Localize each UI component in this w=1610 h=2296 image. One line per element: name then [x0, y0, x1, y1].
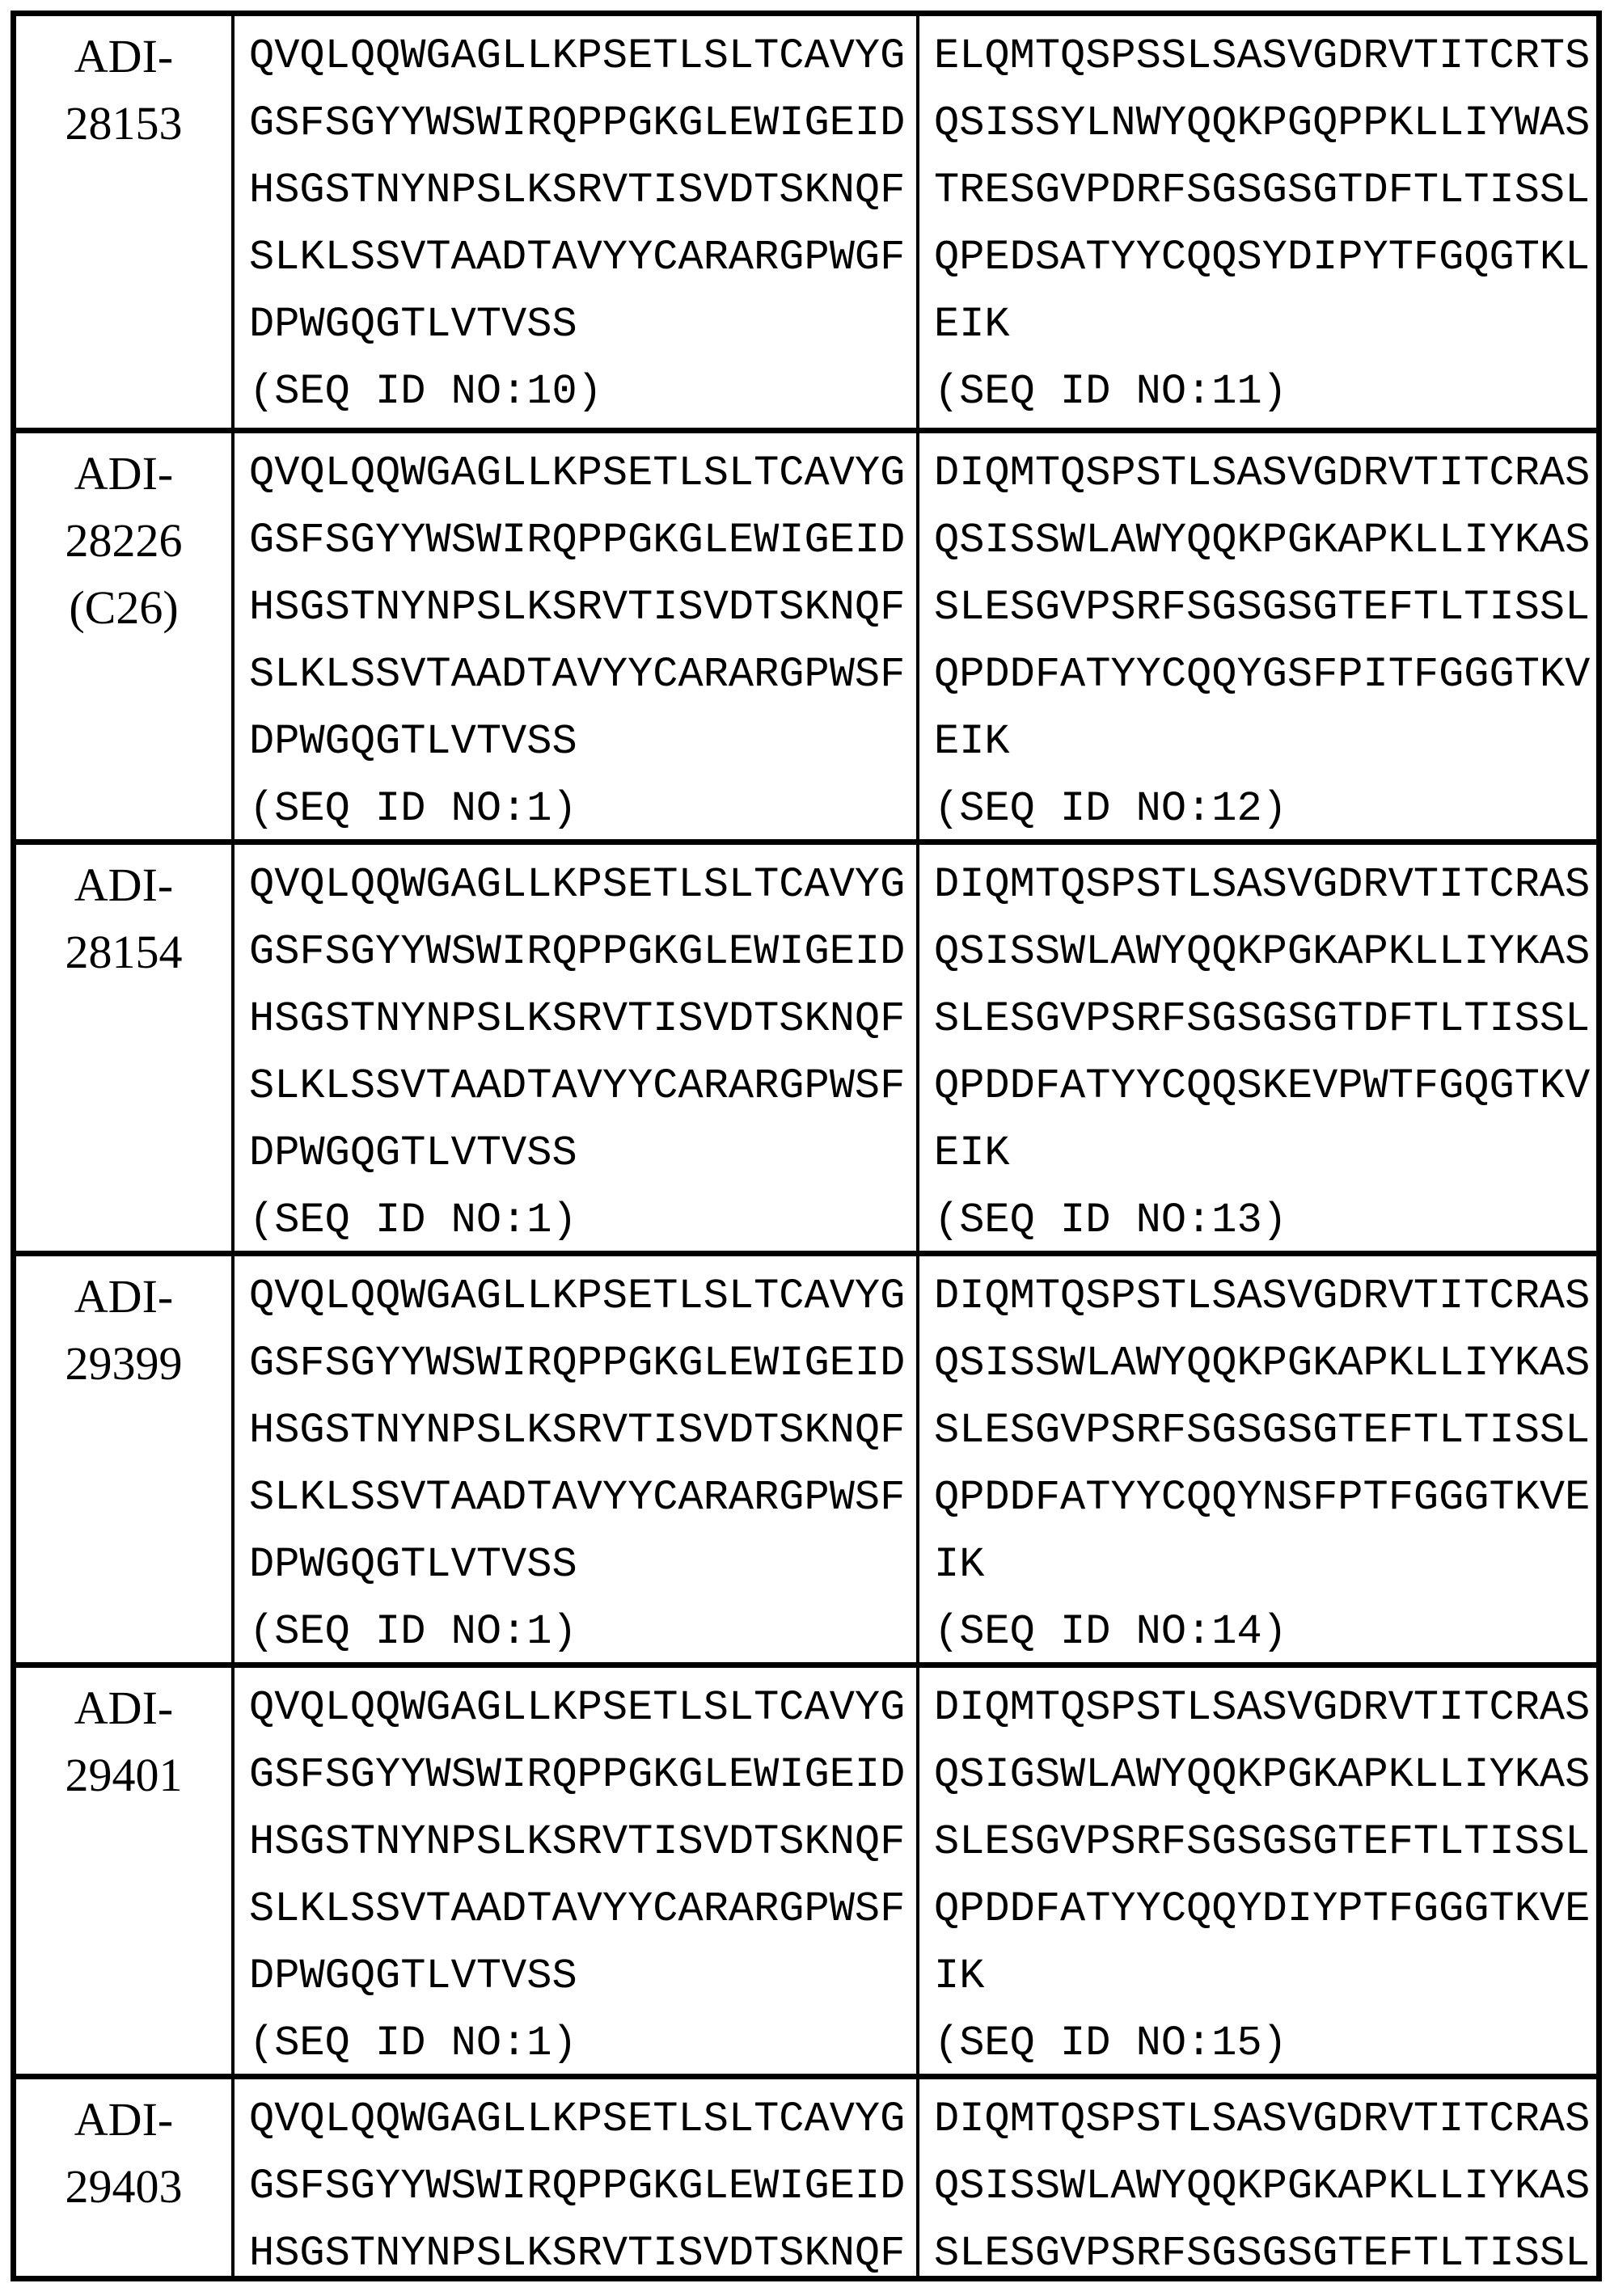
sequence-line: GSFSGYYWSWIRQPPGKGLEWIGEID	[249, 99, 906, 147]
table-row	[16, 1662, 1596, 2074]
light-chain-cell	[919, 1668, 1596, 2074]
antibody-id-cell	[16, 845, 235, 1251]
sequence-line: QSISSWLAWYQQKPGKAPKLLIYKAS	[934, 2163, 1591, 2210]
sequence-line: (SEQ ID NO:1)	[249, 785, 577, 833]
table-row	[16, 1251, 1596, 1662]
antibody-id-line: 28153	[65, 97, 183, 150]
sequence-line: (SEQ ID NO:1)	[249, 1197, 577, 1244]
sequence-line: DIQMTQSPSTLSASVGDRVTITCRAS	[934, 449, 1591, 497]
antibody-id-line: ADI-	[74, 859, 174, 911]
sequence-line: (SEQ ID NO:14)	[934, 1608, 1287, 1656]
antibody-id-line: ADI-	[74, 1682, 174, 1734]
sequence-line: QVQLQQWGAGLLKPSETLSLTCAVYG	[249, 861, 906, 909]
sequence-line: SLKLSSVTAADTAVYYCARARGPWSF	[249, 1062, 906, 1110]
sequence-line: DPWGQGTLVTVSS	[249, 1129, 577, 1177]
light-chain-cell	[919, 16, 1596, 428]
light-chain-cell	[919, 1256, 1596, 1662]
sequence-line: SLKLSSVTAADTAVYYCARARGPWSF	[249, 1474, 906, 1522]
heavy-chain-cell	[235, 1668, 919, 2074]
sequence-line: GSFSGYYWSWIRQPPGKGLEWIGEID	[249, 2163, 906, 2210]
sequence-line: ELQMTQSPSSLSASVGDRVTITCRTS	[934, 32, 1591, 80]
sequence-line: QPDDFATYYCQQYGSFPITFGGGTKV	[934, 651, 1591, 699]
sequence-line: QSISSWLAWYQQKPGKAPKLLIYKAS	[934, 517, 1591, 564]
sequence-line: DPWGQGTLVTVSS	[249, 301, 577, 348]
table-row	[16, 2074, 1596, 2276]
sequence-line: QVQLQQWGAGLLKPSETLSLTCAVYG	[249, 2096, 906, 2143]
sequence-line: HSGSTNYNPSLKSRVTISVDTSKNQF	[249, 995, 906, 1043]
antibody-id-cell	[16, 433, 235, 839]
sequence-line: SLESGVPSRFSGSGSGTEFTLTISSL	[934, 1818, 1591, 1866]
sequence-line: DIQMTQSPSTLSASVGDRVTITCRAS	[934, 1684, 1591, 1732]
sequence-line: EIK	[934, 1129, 1010, 1177]
sequence-line: IK	[934, 1952, 985, 2000]
sequence-line: DPWGQGTLVTVSS	[249, 1952, 577, 2000]
sequence-line: SLKLSSVTAADTAVYYCARARGPWGF	[249, 234, 906, 281]
heavy-chain-cell	[235, 433, 919, 839]
sequence-line: DIQMTQSPSTLSASVGDRVTITCRAS	[934, 2096, 1591, 2143]
antibody-id-line: 29403	[65, 2160, 183, 2213]
heavy-chain-cell	[235, 845, 919, 1251]
sequence-line: HSGSTNYNPSLKSRVTISVDTSKNQF	[249, 1818, 906, 1866]
sequence-line: QPDDFATYYCQQYDIYPTFGGGTKVE	[934, 1885, 1591, 1933]
sequence-line: (SEQ ID NO:1)	[249, 1608, 577, 1656]
sequence-line: GSFSGYYWSWIRQPPGKGLEWIGEID	[249, 1751, 906, 1799]
heavy-chain-cell	[235, 1256, 919, 1662]
table-row	[16, 839, 1596, 1251]
antibody-id-line: ADI-	[74, 2093, 174, 2146]
sequence-line: QPDDFATYYCQQSKEVPWTFGQGTKV	[934, 1062, 1591, 1110]
sequence-line: (SEQ ID NO:11)	[934, 368, 1287, 416]
antibody-id-cell	[16, 1668, 235, 2074]
light-chain-cell	[919, 2079, 1596, 2276]
sequence-line: (SEQ ID NO:12)	[934, 785, 1287, 833]
antibody-id-line: ADI-	[74, 1270, 174, 1323]
sequence-line: DIQMTQSPSTLSASVGDRVTITCRAS	[934, 1273, 1591, 1320]
sequence-line: SLESGVPSRFSGSGSGTEFTLTISSL	[934, 584, 1591, 631]
antibody-id-line: 29401	[65, 1749, 183, 1801]
sequence-line: EIK	[934, 718, 1010, 766]
sequence-line: HSGSTNYNPSLKSRVTISVDTSKNQF	[249, 2230, 906, 2276]
sequence-line: QPDDFATYYCQQYNSFPTFGGGTKVE	[934, 1474, 1591, 1522]
sequence-line: SLKLSSVTAADTAVYYCARARGPWSF	[249, 651, 906, 699]
antibody-id-line: ADI-	[74, 30, 174, 82]
sequence-line: GSFSGYYWSWIRQPPGKGLEWIGEID	[249, 928, 906, 976]
sequence-line: IK	[934, 1541, 985, 1589]
table-row	[16, 16, 1596, 428]
sequence-line: QVQLQQWGAGLLKPSETLSLTCAVYG	[249, 32, 906, 80]
light-chain-cell	[919, 845, 1596, 1251]
sequence-line: DPWGQGTLVTVSS	[249, 718, 577, 766]
heavy-chain-cell	[235, 2079, 919, 2276]
antibody-id-line: 28154	[65, 926, 183, 978]
sequence-line: DIQMTQSPSTLSASVGDRVTITCRAS	[934, 861, 1591, 909]
antibody-id-cell	[16, 16, 235, 428]
sequence-line: HSGSTNYNPSLKSRVTISVDTSKNQF	[249, 1407, 906, 1454]
sequence-line: (SEQ ID NO:10)	[249, 368, 602, 416]
antibody-id-line: ADI-	[74, 447, 174, 500]
sequence-line: (SEQ ID NO:15)	[934, 2020, 1287, 2067]
sequence-line: (SEQ ID NO:1)	[249, 2020, 577, 2067]
sequence-line: QPEDSATYYCQQSYDIPYTFGQGTKL	[934, 234, 1591, 281]
sequence-table	[11, 11, 1602, 2281]
sequence-line: QSISSWLAWYQQKPGKAPKLLIYKAS	[934, 1340, 1591, 1387]
sequence-line: QVQLQQWGAGLLKPSETLSLTCAVYG	[249, 1273, 906, 1320]
table-row	[16, 428, 1596, 839]
sequence-line: QSISSWLAWYQQKPGKAPKLLIYKAS	[934, 928, 1591, 976]
heavy-chain-cell	[235, 16, 919, 428]
sequence-line: HSGSTNYNPSLKSRVTISVDTSKNQF	[249, 167, 906, 214]
sequence-line: SLESGVPSRFSGSGSGTEFTLTISSL	[934, 2230, 1591, 2276]
antibody-id-line: (C26)	[69, 581, 179, 634]
sequence-line: EIK	[934, 301, 1010, 348]
sequence-line: GSFSGYYWSWIRQPPGKGLEWIGEID	[249, 1340, 906, 1387]
sequence-line: HSGSTNYNPSLKSRVTISVDTSKNQF	[249, 584, 906, 631]
sequence-line: GSFSGYYWSWIRQPPGKGLEWIGEID	[249, 517, 906, 564]
antibody-id-cell	[16, 1256, 235, 1662]
antibody-id-cell	[16, 2079, 235, 2276]
light-chain-cell	[919, 433, 1596, 839]
antibody-id-line: 28226	[65, 514, 183, 567]
sequence-line: SLKLSSVTAADTAVYYCARARGPWSF	[249, 1885, 906, 1933]
sequence-line: TRESGVPDRFSGSGSGTDFTLTISSL	[934, 167, 1591, 214]
sequence-line: SLESGVPSRFSGSGSGTEFTLTISSL	[934, 1407, 1591, 1454]
sequence-line: QVQLQQWGAGLLKPSETLSLTCAVYG	[249, 449, 906, 497]
sequence-line: QVQLQQWGAGLLKPSETLSLTCAVYG	[249, 1684, 906, 1732]
sequence-line: QSIGSWLAWYQQKPGKAPKLLIYKAS	[934, 1751, 1591, 1799]
sequence-line: (SEQ ID NO:13)	[934, 1197, 1287, 1244]
antibody-id-line: 29399	[65, 1337, 183, 1390]
sequence-line: QSISSYLNWYQQKPGQPPKLLIYWAS	[934, 99, 1591, 147]
sequence-line: SLESGVPSRFSGSGSGTDFTLTISSL	[934, 995, 1591, 1043]
sequence-line: DPWGQGTLVTVSS	[249, 1541, 577, 1589]
